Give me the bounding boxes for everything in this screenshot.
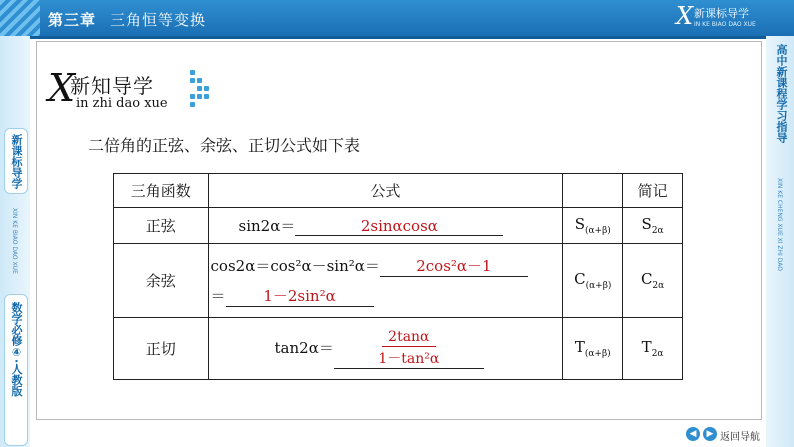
short-name-cell [623, 318, 683, 380]
chapter-title: 三角恒等变换 [110, 11, 207, 29]
left-rail-title: 新课标导学 [10, 134, 23, 189]
formula-cell [208, 208, 563, 244]
formula-lhs: tan2α＝ [274, 338, 334, 357]
bottom-navigation [686, 427, 764, 443]
abbr-symbol: C [574, 270, 586, 288]
abbr-subscript: (α+β) [585, 281, 612, 291]
right-rail-title: 高中新课程学习指导 [775, 44, 788, 143]
table-row [114, 208, 683, 244]
back-to-nav-link[interactable]: 返回导航 [720, 432, 760, 443]
double-angle-formula-table [113, 173, 683, 380]
dots-decoration-icon [190, 70, 214, 108]
top-header-bar [0, 0, 794, 39]
table-row [114, 318, 683, 380]
formula-answer: 2sinαcosα [295, 217, 503, 236]
formula-cell [208, 318, 563, 380]
right-rail-pinyin: XIN KE CHENG XUE XI ZHI DAO [776, 178, 783, 271]
right-side-rail [766, 36, 794, 447]
formula-line [209, 329, 563, 369]
formula-answer: 2cos²α－1 [380, 255, 528, 277]
table-row [114, 244, 683, 318]
abbreviation-cell [563, 208, 623, 244]
fraction [372, 329, 445, 368]
section-pinyin: in zhi dao xue [76, 96, 168, 111]
chapter-heading [48, 9, 206, 30]
header-cell: 简记 [623, 174, 683, 208]
header-stripe-decoration [0, 0, 40, 36]
abbr-subscript: (α+β) [584, 349, 611, 359]
fraction-numerator: 2tanα [382, 329, 435, 347]
short-symbol: S [641, 215, 652, 233]
brand-name: 新课标导学 [694, 7, 749, 20]
brand-pinyin: IN KE BIAO DAO XUE [694, 21, 756, 28]
short-symbol: T [641, 338, 652, 356]
short-symbol: C [640, 270, 653, 288]
fraction-denominator: 1－tan²α [378, 350, 440, 367]
abbr-subscript: (α+β) [584, 226, 611, 236]
short-subscript: 2α [651, 349, 664, 359]
chapter-number: 第三章 [48, 11, 97, 29]
short-subscript: 2α [652, 281, 665, 291]
abbreviation-cell [563, 244, 623, 318]
formula-cell [208, 244, 563, 318]
formula-line [209, 215, 563, 236]
formula-line [209, 285, 563, 307]
left-rail-book: 数学必修④·人教版 [10, 302, 23, 397]
abbreviation-cell [563, 318, 623, 380]
formula-line [209, 255, 563, 277]
formula-answer [334, 329, 484, 369]
function-cell: 正切 [114, 318, 209, 380]
abbr-symbol: S [574, 215, 585, 233]
arrow-left-icon[interactable]: ◀ [686, 427, 700, 441]
formula-lhs: sin2α＝ [238, 217, 296, 235]
function-cell: 余弦 [114, 244, 209, 318]
table-header-row [114, 174, 683, 208]
brand-logo [676, 2, 772, 32]
short-subscript: 2α [651, 226, 664, 236]
short-name-cell [623, 208, 683, 244]
section-x-letter: X [48, 66, 76, 110]
brand-x: X [676, 2, 694, 30]
left-side-rail [0, 36, 30, 447]
section-title: 新知导学 [70, 74, 154, 98]
formula-lhs: cos2α＝cos²α－sin²α＝ [210, 256, 380, 275]
formula-answer: 1－2sin²α [226, 285, 374, 307]
intro-text: 二倍角的正弦、余弦、正切公式如下表 [88, 136, 361, 155]
left-rail-pinyin: XIN KE BIAO DAO XUE [11, 208, 18, 274]
arrow-right-icon[interactable]: ▶ [703, 427, 717, 441]
header-cell: 公式 [208, 174, 563, 208]
short-name-cell [623, 244, 683, 318]
header-cell: 三角函数 [114, 174, 209, 208]
function-cell: 正弦 [114, 208, 209, 244]
header-cell [563, 174, 623, 208]
formula-lhs: ＝ [210, 286, 226, 305]
abbr-symbol: T [574, 338, 585, 356]
